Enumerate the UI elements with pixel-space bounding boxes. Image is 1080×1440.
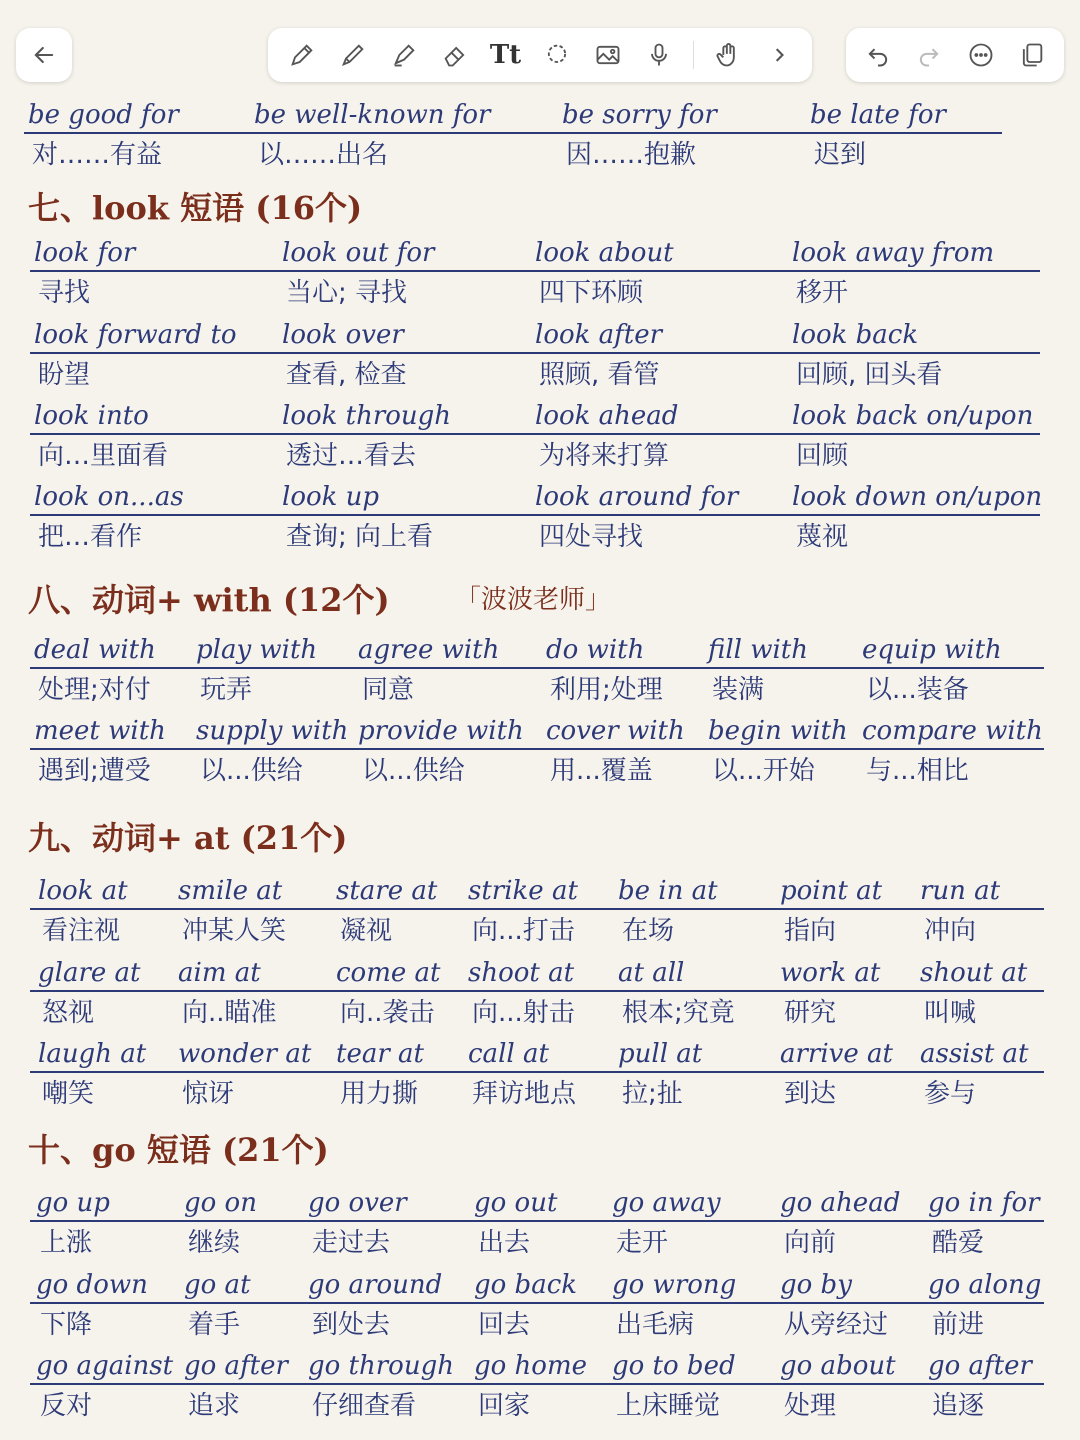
phrase-en: wonder at [178,1039,312,1069]
phrase-en: look about [535,238,674,268]
phrase-meaning: 用...覆盖 [550,756,653,786]
phrase-en: meet with [34,716,166,746]
phrase-en: look at [38,876,128,906]
phrase-en: run at [920,876,1001,906]
phrase-en: go about [780,1351,896,1381]
phrase-en: come at [336,958,441,988]
more-icon[interactable] [960,34,1002,76]
phrase-meaning: 因……抱歉 [566,140,697,170]
phrase-en: go in for [928,1188,1040,1218]
top-toolbar [0,0,1080,90]
phrase-meaning: 追求 [188,1391,241,1421]
phrase-meaning: 向..瞄准 [182,998,277,1028]
underline [30,433,1040,435]
phrase-meaning: 处理 [784,1391,837,1421]
phrase-en: agree with [358,635,500,665]
underline [30,352,1040,354]
underline [30,990,1044,992]
phrase-meaning: 用力撕 [340,1079,419,1109]
underline [30,1220,1044,1222]
phrase-en: look forward to [34,320,237,350]
phrase-meaning: 回家 [478,1391,531,1421]
phrase-en: tear at [336,1039,424,1069]
note-page [0,90,1080,1440]
phrase-en: look through [282,401,452,431]
phrase-en: go after [184,1351,288,1381]
phrase-en: look ahead [535,401,679,431]
chevron-right-icon[interactable] [758,34,800,76]
phrase-meaning: 同意 [362,675,415,705]
undo-icon[interactable] [857,34,899,76]
phrase-meaning: 查看, 检查 [286,360,407,390]
underline [30,748,1044,750]
phrase-meaning: 从旁经过 [784,1310,889,1340]
phrase-meaning: 向...打击 [472,916,575,946]
arrow-left-icon[interactable] [23,34,65,76]
phrase-en: go along [928,1270,1042,1300]
underline [30,514,1040,516]
phrase-en: go home [474,1351,588,1381]
lasso-icon[interactable] [536,34,578,76]
phrase-en: stare at [336,876,438,906]
underline [30,270,1040,272]
tool-palette [268,28,812,82]
phrase-meaning: 把…看作 [38,522,143,552]
phrase-en: go away [612,1188,721,1218]
phrase-en: fill with [708,635,809,665]
phrase-en: compare with [862,716,1043,746]
pen-icon[interactable] [332,34,374,76]
phrase-en: go around [308,1270,443,1300]
phrase-meaning: 到处去 [312,1310,391,1340]
phrase-en: go wrong [612,1270,737,1300]
phrase-en: pull at [618,1039,703,1069]
phrase-en: begin with [708,716,848,746]
phrase-meaning: 回顾 [796,441,849,471]
phrase-meaning: 怒视 [42,998,95,1028]
section-tag: 「波波老师」 [455,585,612,615]
phrase-en: look into [34,401,149,431]
phrase-en: look out for [282,238,435,268]
phrase-en: look for [34,238,136,268]
phrase-meaning: 寻找 [38,278,91,308]
phrase-meaning: 装满 [712,675,765,705]
phrase-en: assist at [920,1039,1029,1069]
phrase-meaning: 玩弄 [200,675,253,705]
pencil-icon[interactable] [281,34,323,76]
phrase-meaning: 走开 [616,1228,669,1258]
phrase-en: be sorry for [562,100,717,130]
phrase-meaning: 与...相比 [866,756,969,786]
phrase-en: do with [546,635,645,665]
phrase-en: look over [282,320,404,350]
phrase-en: shout at [920,958,1028,988]
phrase-en: point at [780,876,883,906]
phrase-en: look down on/upon [792,482,1043,512]
phrase-meaning: 冲向 [924,916,977,946]
phrase-en: look back [792,320,919,350]
section-heading: 七、look 短语 (16个) [28,189,363,227]
phrase-meaning: 利用;处理 [550,675,663,705]
phrase-meaning: 以...供给 [362,756,465,786]
phrase-meaning: 上床睡觉 [616,1391,721,1421]
phrase-en: go against [36,1351,174,1381]
image-icon[interactable] [587,34,629,76]
phrase-en: work at [780,958,881,988]
redo-icon[interactable] [908,34,950,76]
phrase-en: deal with [34,635,156,665]
phrase-meaning: 拜访地点 [472,1079,577,1109]
phrase-en: go by [780,1270,852,1300]
underline [30,1302,1044,1304]
section-heading: 十、go 短语 (21个) [28,1131,329,1169]
phrase-en: look up [282,482,380,512]
phrase-en: go after [928,1351,1032,1381]
phrase-meaning: 蔑视 [796,522,849,552]
phrase-en: go out [474,1188,558,1218]
phrase-meaning: 走过去 [312,1228,391,1258]
eraser-icon[interactable] [434,34,476,76]
pages-icon[interactable] [1011,34,1053,76]
phrase-meaning: 指向 [784,916,837,946]
phrase-meaning: 出毛病 [616,1310,695,1340]
phrase-meaning: 以...供给 [200,756,303,786]
phrase-en: arrive at [780,1039,893,1069]
phrase-en: provide with [358,716,524,746]
phrase-en: strike at [468,876,578,906]
underline [30,1383,1044,1385]
underline [24,132,1002,134]
phrase-meaning: 继续 [188,1228,241,1258]
phrase-meaning: 回去 [478,1310,531,1340]
phrase-en: play with [196,635,318,665]
phrase-en: go ahead [780,1188,901,1218]
phrase-meaning: 酷爱 [932,1228,985,1258]
phrase-meaning: 研究 [784,998,837,1028]
phrase-en: go over [308,1188,407,1218]
phrase-en: look away from [792,238,995,268]
phrase-en: go up [36,1188,110,1218]
phrase-meaning: 拉;扯 [622,1079,683,1109]
phrase-en: equip with [862,635,1002,665]
phrase-en: smile at [178,876,283,906]
phrase-meaning: 向…里面看 [38,441,169,471]
underline [30,1071,1044,1073]
underline [30,908,1044,910]
phrase-meaning: 查询; 向上看 [286,522,434,552]
phrase-meaning: 向...射击 [472,998,575,1028]
phrase-meaning: 回顾, 回头看 [796,360,943,390]
phrase-en: laugh at [38,1039,147,1069]
phrase-meaning: 以...开始 [712,756,815,786]
phrase-en: look around for [535,482,739,512]
phrase-meaning: 上涨 [40,1228,93,1258]
phrase-en: look back on/upon [792,401,1034,431]
phrase-meaning: 以...装备 [866,675,969,705]
phrase-en: supply with [196,716,349,746]
phrase-en: be good for [28,100,179,130]
text-tool-icon[interactable]: Tt [489,40,522,70]
phrase-en: aim at [178,958,261,988]
phrase-meaning: 在场 [622,916,675,946]
phrase-meaning: 出去 [478,1228,531,1258]
microphone-icon[interactable] [638,34,680,76]
phrase-meaning: 到达 [784,1079,837,1109]
phrase-meaning: 惊讶 [182,1079,235,1109]
toolbar-divider [693,41,694,69]
highlighter-icon[interactable] [383,34,425,76]
phrase-meaning: 冲某人笑 [182,916,287,946]
phrase-meaning: 参与 [924,1079,977,1109]
phrase-meaning: 反对 [40,1391,93,1421]
phrase-en: go through [308,1351,454,1381]
page-actions [846,28,1064,82]
phrase-meaning: 盼望 [38,360,91,390]
phrase-meaning: 嘲笑 [42,1079,95,1109]
phrase-meaning: 对……有益 [32,140,163,170]
section-heading: 九、动词+ at (21个) [28,819,348,857]
phrase-en: at all [618,958,685,988]
phrase-en: cover with [546,716,685,746]
phrase-meaning: 为将来打算 [539,441,670,471]
phrase-en: be well-known for [254,100,491,130]
phrase-meaning: 根本;究竟 [622,998,735,1028]
phrase-meaning: 向前 [784,1228,837,1258]
phrase-meaning: 仔细查看 [312,1391,417,1421]
phrase-meaning: 向..袭击 [340,998,435,1028]
phrase-meaning: 凝视 [340,916,393,946]
phrase-meaning: 前进 [932,1310,985,1340]
phrase-en: look after [535,320,663,350]
phrase-en: be in at [618,876,718,906]
phrase-meaning: 处理;对付 [38,675,151,705]
phrase-meaning: 追逐 [932,1391,985,1421]
underline [30,667,1044,669]
phrase-en: call at [468,1039,549,1069]
phrase-meaning: 迟到 [814,140,867,170]
phrase-en: be late for [810,100,946,130]
phrase-en: go down [36,1270,148,1300]
phrase-en: glare at [38,958,141,988]
phrase-meaning: 移开 [796,278,849,308]
hand-icon[interactable] [707,34,749,76]
phrase-meaning: 透过…看去 [286,441,417,471]
back-button[interactable] [16,28,72,82]
phrase-en: shoot at [468,958,575,988]
phrase-en: go at [184,1270,251,1300]
section-heading: 八、动词+ with (12个) [28,581,390,619]
phrase-meaning: 以……出名 [258,140,389,170]
phrase-meaning: 叫喊 [924,998,977,1028]
phrase-meaning: 照顾, 看管 [539,360,660,390]
phrase-meaning: 下降 [40,1310,93,1340]
phrase-en: look on...as [34,482,184,512]
phrase-en: go back [474,1270,578,1300]
phrase-meaning: 着手 [188,1310,241,1340]
phrase-en: go to bed [612,1351,736,1381]
phrase-meaning: 四处寻找 [539,522,644,552]
phrase-en: go on [184,1188,257,1218]
phrase-meaning: 看注视 [42,916,121,946]
phrase-meaning: 四下环顾 [539,278,644,308]
phrase-meaning: 当心; 寻找 [286,278,408,308]
phrase-meaning: 遇到;遭受 [38,756,151,786]
